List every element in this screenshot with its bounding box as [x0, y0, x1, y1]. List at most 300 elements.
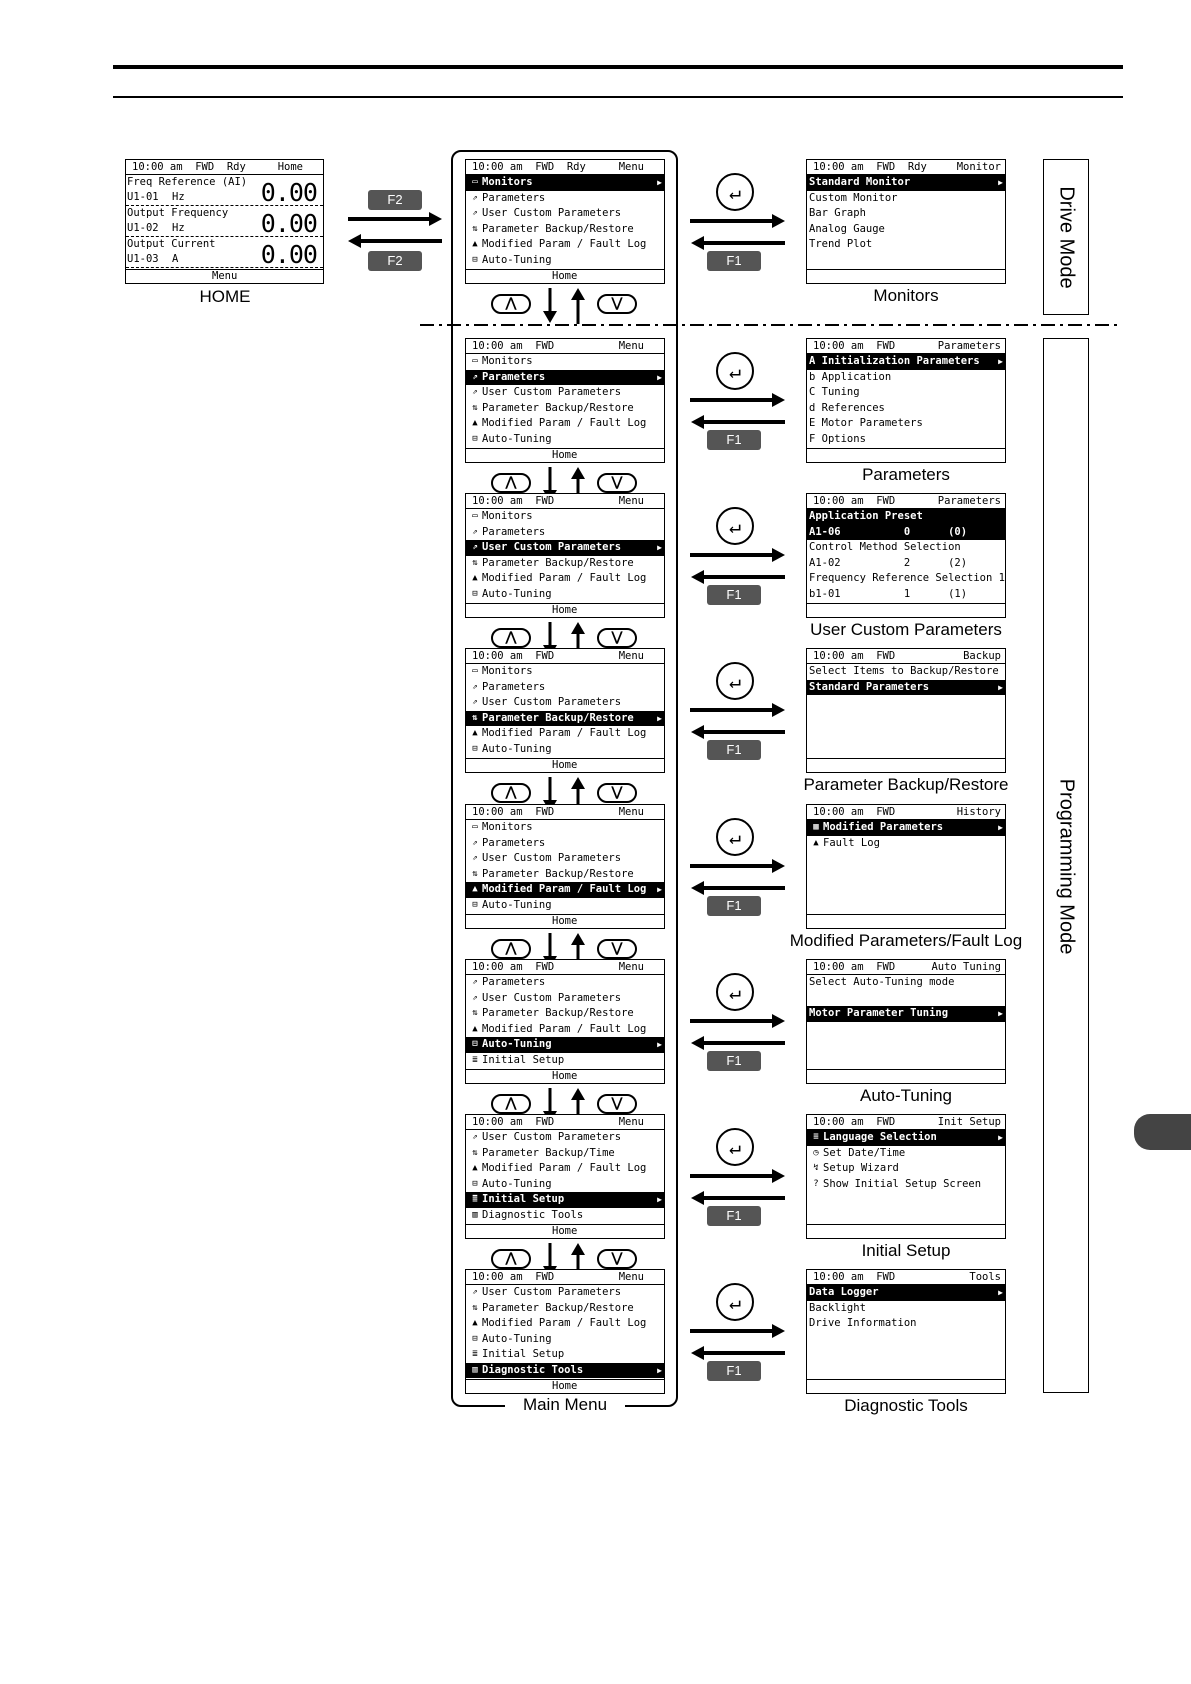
monitor-icon: ▭	[472, 666, 478, 676]
diagnostic-icon: ▥	[472, 1364, 478, 1375]
submenu-screen	[806, 648, 1006, 773]
menu-item-label: Parameter Backup/Restore	[482, 222, 634, 235]
home-softkey[interactable]: Home	[552, 1380, 578, 1392]
submenu-item[interactable]	[807, 206, 1005, 222]
submenu-item[interactable]	[807, 222, 1005, 238]
menu-item[interactable]	[466, 1006, 664, 1022]
menu-item[interactable]	[466, 253, 664, 269]
status-time: 10:00 am	[472, 1115, 523, 1128]
submenu-item-label: Standard Monitor	[809, 176, 911, 188]
down-button[interactable]: ⋁	[597, 294, 637, 314]
submenu-item-label: Application Preset	[809, 510, 923, 522]
submenu-status-bar	[807, 339, 1005, 354]
menu-item[interactable]	[466, 1332, 664, 1348]
warning-icon: ▲	[472, 1163, 478, 1173]
home-softkey[interactable]: Home	[552, 759, 578, 771]
submenu-item-label: d References	[809, 401, 885, 414]
menu-item[interactable]	[466, 175, 664, 191]
submenu-item[interactable]	[807, 1161, 1005, 1177]
menu-item-label: User Custom Parameters	[482, 1131, 622, 1143]
home-softkey[interactable]: Home	[552, 270, 578, 282]
menu-item-label: Auto-Tuning	[482, 253, 552, 266]
menu-item-label: User Custom Parameters	[482, 207, 622, 219]
menu-item[interactable]	[466, 867, 664, 883]
submenu-item[interactable]	[807, 191, 1005, 207]
submenu-title: Init Setup	[937, 1115, 1001, 1128]
submenu-status: FWD	[876, 1270, 896, 1283]
menu-status: FWD Rdy	[535, 160, 586, 173]
up-button[interactable]: ⋀	[491, 628, 531, 648]
menu-item-label: Auto-Tuning	[482, 742, 552, 755]
diagnostic-icon: ▥	[472, 1209, 478, 1220]
back-softkey[interactable]	[823, 1238, 848, 1239]
back-softkey[interactable]	[823, 462, 848, 463]
up-button[interactable]: ⋀	[491, 1094, 531, 1114]
submenu-screen	[806, 804, 1006, 929]
submenu-icon: ▦	[813, 822, 819, 832]
menu-item[interactable]	[466, 571, 664, 587]
enter-button[interactable]: ↵	[716, 662, 754, 700]
submenu-item-label: Motor Parameter Tuning	[809, 1007, 949, 1019]
menu-item[interactable]	[466, 1177, 664, 1193]
enter-button[interactable]: ↵	[716, 507, 754, 545]
submenu-caption: Initial Setup	[861, 1241, 951, 1260]
backup-icon: ⇅	[472, 1008, 478, 1018]
menu-item[interactable]	[466, 898, 664, 914]
menu-item-label: Modified Param / Fault Log	[482, 572, 647, 584]
caret-right-icon: ▶	[998, 682, 1003, 692]
warning-icon: ▲	[472, 884, 478, 894]
enter-button[interactable]: ↵	[716, 818, 754, 856]
menu-status-bar	[466, 649, 664, 664]
submenu-item[interactable]	[807, 525, 1005, 541]
setup-icon: ≣	[472, 1054, 478, 1065]
submenu-item[interactable]	[807, 571, 1005, 587]
warning-icon: ▲	[472, 1318, 478, 1328]
menu-item[interactable]	[466, 191, 664, 207]
submenu-item-label: Language Selection	[823, 1131, 937, 1143]
monitor-value: 0.00	[260, 178, 317, 207]
menu-item-label: User Custom Parameters	[482, 541, 622, 553]
autotune-icon: ⊟	[472, 588, 478, 599]
warning-icon: ▲	[472, 418, 478, 428]
submenu-item[interactable]	[807, 1006, 1005, 1022]
submenu-item-label: E Motor Parameters	[809, 417, 923, 429]
submenu-footer	[807, 1069, 1005, 1083]
menu-item[interactable]	[466, 1146, 664, 1162]
submenu-title: Auto Tuning	[931, 960, 1001, 973]
submenu-item-label: Select Auto-Tuning mode	[809, 976, 955, 988]
menu-item[interactable]	[466, 1301, 664, 1317]
setup-icon: ≣	[472, 1349, 478, 1359]
navigation-arrows	[688, 1166, 788, 1206]
menu-footer	[466, 269, 664, 283]
menu-item[interactable]	[466, 836, 664, 852]
submenu-item[interactable]	[807, 991, 1005, 1007]
caret-right-icon: ▶	[998, 1009, 1003, 1018]
menu-item-label: Modified Param / Fault Log	[482, 1162, 647, 1174]
f1-button[interactable]: F1	[707, 896, 761, 916]
submenu-title: Backup	[963, 649, 1001, 662]
f1-button[interactable]: F1	[707, 1206, 761, 1226]
submenu-item[interactable]	[807, 587, 1005, 603]
menu-item[interactable]	[466, 206, 664, 222]
menu-item[interactable]	[466, 1208, 664, 1224]
submenu-status: FWD Rdy	[876, 160, 927, 173]
submenu-item[interactable]	[807, 540, 1005, 556]
down-button[interactable]: ⋁	[597, 939, 637, 959]
scroll-arrows	[538, 286, 588, 326]
backup-icon: ⇅	[472, 223, 478, 234]
submenu-item[interactable]	[807, 370, 1005, 386]
down-button[interactable]: ⋁	[597, 628, 637, 648]
caret-right-icon: ▶	[657, 372, 662, 382]
menu-item[interactable]	[466, 1053, 664, 1069]
f1-button[interactable]: F1	[707, 740, 761, 760]
submenu-title: Parameters	[937, 494, 1001, 507]
menu-item[interactable]	[466, 1037, 664, 1053]
menu-status: FWD	[535, 649, 555, 662]
menu-item-label: Modified Param / Fault Log	[482, 727, 647, 739]
menu-item[interactable]	[466, 882, 664, 898]
submenu-item-label: Standard Parameters	[809, 680, 930, 693]
submenu-item[interactable]	[807, 509, 1005, 525]
submenu-caption: User Custom Parameters	[810, 620, 1002, 639]
main-menu-screen	[465, 1269, 665, 1394]
submenu-footer	[807, 603, 1005, 617]
menu-item[interactable]	[466, 354, 664, 370]
submenu-item[interactable]	[807, 556, 1005, 572]
caret-right-icon: ▶	[657, 713, 662, 723]
submenu-item[interactable]	[807, 1177, 1005, 1193]
submenu-item-label: Data Logger	[809, 1286, 879, 1298]
menu-item[interactable]	[466, 991, 664, 1007]
submenu-item-label: Modified Parameters	[823, 821, 944, 833]
menu-item-label: Parameters	[482, 680, 546, 693]
menu-item-label: Parameter Backup/Time	[482, 1146, 615, 1159]
user-params-icon: ⇗	[472, 853, 478, 863]
submenu-screen	[806, 959, 1006, 1084]
monitor-value: 0.00	[260, 209, 317, 238]
menu-item[interactable]	[466, 1316, 664, 1332]
down-button[interactable]: ⋁	[597, 1094, 637, 1114]
menu-softkey[interactable]: Menu	[212, 270, 238, 282]
menu-item-label: Initial Setup	[482, 1053, 565, 1066]
submenu-footer	[807, 914, 1005, 928]
monitor-code: U1-02	[127, 222, 159, 234]
home-softkey[interactable]: Home	[552, 915, 578, 927]
parameters-icon: ⇗	[472, 526, 478, 537]
submenu-status-bar	[807, 494, 1005, 509]
up-button[interactable]: ⋀	[491, 1249, 531, 1269]
autotune-icon: ⊟	[472, 1333, 478, 1344]
navigation-arrows	[688, 1321, 788, 1361]
caret-right-icon: ▶	[657, 1195, 662, 1204]
menu-item-label: Parameter Backup/Restore	[482, 1301, 634, 1314]
caret-right-icon: ▶	[998, 1133, 1003, 1142]
submenu-item[interactable]	[807, 237, 1005, 253]
menu-item-label: Diagnostic Tools	[482, 1208, 584, 1221]
down-button[interactable]: ⋁	[597, 1249, 637, 1269]
home-status: FWD Rdy	[195, 160, 246, 173]
menu-item[interactable]	[466, 664, 664, 680]
menu-item[interactable]	[466, 587, 664, 603]
submenu-item[interactable]	[807, 680, 1005, 696]
submenu-item[interactable]	[807, 354, 1005, 370]
status-time: 10:00 am	[813, 1270, 864, 1283]
submenu-item-label: b1-01 1 (1)	[809, 587, 968, 600]
submenu-item-label: Frequency Reference Selection 1	[809, 572, 1005, 584]
submenu-caption: Modified Parameters/Fault Log	[789, 931, 1023, 950]
status-time: 10:00 am	[813, 960, 864, 973]
monitor-name: Output Frequency	[127, 207, 229, 219]
submenu-item[interactable]	[807, 1301, 1005, 1317]
menu-item[interactable]	[466, 432, 664, 448]
submenu-item[interactable]	[807, 820, 1005, 836]
submenu-icon: ◷	[813, 1147, 819, 1158]
menu-item-label: Initial Setup	[482, 1193, 565, 1205]
submenu-footer	[807, 758, 1005, 772]
menu-item[interactable]	[466, 1022, 664, 1038]
menu-footer	[466, 448, 664, 462]
menu-title: Menu	[618, 339, 644, 352]
status-time: 10:00 am	[813, 160, 864, 173]
submenu-item[interactable]	[807, 401, 1005, 417]
menu-item[interactable]	[466, 540, 664, 556]
warning-icon: ▲	[472, 239, 478, 249]
menu-footer	[466, 1224, 664, 1238]
menu-item[interactable]	[466, 556, 664, 572]
enter-button[interactable]: ↵	[716, 973, 754, 1011]
up-button[interactable]: ⋀	[491, 939, 531, 959]
menu-item[interactable]	[466, 1161, 664, 1177]
submenu-title: Tools	[969, 1270, 1001, 1283]
menu-item-label: Monitors	[482, 355, 533, 367]
menu-item-label: User Custom Parameters	[482, 991, 622, 1004]
menu-status: FWD	[535, 960, 555, 973]
submenu-caption: Parameter Backup/Restore	[803, 775, 1009, 794]
user-params-icon: ⇗	[472, 992, 478, 1003]
back-softkey[interactable]	[823, 772, 848, 773]
caret-right-icon: ▶	[657, 885, 662, 894]
up-button[interactable]: ⋀	[491, 294, 531, 314]
navigation-arrows	[688, 211, 788, 251]
monitor-icon: ▭	[472, 511, 478, 521]
autotune-icon: ⊟	[472, 1178, 478, 1189]
backup-icon: ⇅	[472, 557, 478, 568]
down-button[interactable]: ⋁	[597, 473, 637, 493]
f2-button[interactable]: F2	[368, 251, 422, 271]
parameters-icon: ⇗	[472, 681, 478, 692]
f1-button[interactable]: F1	[707, 1361, 761, 1381]
submenu-item[interactable]	[807, 385, 1005, 401]
home-menu-arrows	[345, 205, 445, 250]
submenu-icon: ?	[813, 1178, 819, 1189]
submenu-status: FWD	[876, 805, 896, 818]
enter-button[interactable]: ↵	[716, 352, 754, 390]
user-params-icon: ⇗	[472, 542, 478, 552]
header-rule	[113, 96, 1123, 98]
menu-item-label: Modified Param / Fault Log	[482, 883, 647, 895]
submenu-item-label: Fault Log	[823, 836, 880, 849]
autotune-icon: ⊟	[472, 899, 478, 910]
f1-button[interactable]: F1	[707, 251, 761, 271]
f1-button[interactable]: F1	[707, 430, 761, 450]
home-softkey[interactable]: Home	[552, 1070, 578, 1082]
menu-status-bar	[466, 1115, 664, 1130]
menu-item[interactable]	[466, 1192, 664, 1208]
submenu-item-label: Backlight	[809, 1301, 866, 1314]
caret-right-icon: ▶	[998, 357, 1003, 366]
f1-button[interactable]: F1	[707, 585, 761, 605]
enter-button[interactable]: ↵	[716, 173, 754, 211]
status-time: 10:00 am	[813, 649, 864, 662]
warning-icon: ▲	[472, 728, 478, 738]
submenu-item[interactable]	[807, 975, 1005, 991]
menu-item-label: User Custom Parameters	[482, 696, 622, 708]
back-softkey[interactable]	[823, 1393, 848, 1394]
menu-item[interactable]	[466, 820, 664, 836]
menu-item[interactable]	[466, 726, 664, 742]
submenu-status: FWD	[876, 1115, 896, 1128]
menu-item[interactable]	[466, 975, 664, 991]
f1-button[interactable]: F1	[707, 1051, 761, 1071]
submenu-item[interactable]	[807, 416, 1005, 432]
submenu-item-label: Custom Monitor	[809, 191, 898, 204]
submenu-item[interactable]	[807, 175, 1005, 191]
f2-button[interactable]: F2	[368, 190, 422, 210]
caret-right-icon: ▶	[657, 178, 662, 187]
submenu-footer	[807, 1224, 1005, 1238]
menu-item[interactable]	[466, 695, 664, 711]
caret-right-icon: ▶	[998, 823, 1003, 832]
submenu-item-label: A1-06 0 (0)	[809, 525, 968, 538]
menu-item[interactable]	[466, 370, 664, 386]
menu-item[interactable]	[466, 711, 664, 727]
monitor-icon: ▭	[472, 356, 478, 366]
navigation-arrows	[688, 1011, 788, 1051]
submenu-item-label: Drive Information	[809, 1317, 917, 1329]
user-params-icon: ⇗	[472, 387, 478, 397]
submenu-item[interactable]	[807, 1285, 1005, 1301]
enter-button[interactable]: ↵	[716, 1128, 754, 1166]
submenu-item-label: Select Items to Backup/Restore	[809, 665, 999, 677]
menu-item[interactable]	[466, 416, 664, 432]
menu-item[interactable]	[466, 385, 664, 401]
menu-item[interactable]	[466, 851, 664, 867]
menu-item-label: Auto-Tuning	[482, 1332, 552, 1345]
menu-title: Menu	[618, 649, 644, 662]
home-screen	[125, 159, 324, 284]
menu-item[interactable]	[466, 1285, 664, 1301]
menu-item-label: Modified Param / Fault Log	[482, 417, 647, 429]
home-softkey[interactable]: Home	[552, 449, 578, 461]
menu-item-label: User Custom Parameters	[482, 386, 622, 398]
back-softkey[interactable]	[823, 617, 848, 618]
status-time: 10:00 am	[132, 160, 183, 173]
down-button[interactable]: ⋁	[597, 783, 637, 803]
submenu-item[interactable]	[807, 836, 1005, 852]
submenu-item[interactable]	[807, 664, 1005, 680]
menu-item[interactable]	[466, 509, 664, 525]
up-button[interactable]: ⋀	[491, 783, 531, 803]
home-softkey[interactable]: Home	[552, 1225, 578, 1237]
main-menu-caption: Main Menu	[505, 1395, 625, 1415]
menu-item[interactable]	[466, 525, 664, 541]
back-softkey[interactable]	[823, 928, 848, 929]
submenu-title: History	[956, 805, 1001, 818]
submenu-status-bar	[807, 805, 1005, 820]
status-time: 10:00 am	[813, 339, 864, 352]
home-softkey[interactable]: Home	[552, 604, 578, 616]
back-softkey[interactable]	[823, 283, 848, 284]
menu-item-label: Modified Param / Fault Log	[482, 238, 647, 250]
navigation-arrows	[688, 700, 788, 740]
navigation-arrows	[688, 545, 788, 585]
menu-title: Menu	[618, 1270, 644, 1283]
menu-item-label: Parameters	[482, 370, 546, 383]
up-button[interactable]: ⋀	[491, 473, 531, 493]
home-title: Home	[277, 160, 303, 173]
user-params-icon: ⇗	[472, 208, 478, 218]
submenu-caption: Diagnostic Tools	[844, 1396, 968, 1415]
menu-item[interactable]	[466, 237, 664, 253]
menu-item-label: Parameters	[482, 525, 546, 538]
status-time: 10:00 am	[472, 805, 523, 818]
submenu-status: FWD	[876, 494, 896, 507]
menu-item[interactable]	[466, 1130, 664, 1146]
submenu-item-label: A1-02 2 (2)	[809, 556, 968, 569]
navigation-arrows	[688, 390, 788, 430]
menu-item[interactable]	[466, 680, 664, 696]
menu-item[interactable]	[466, 401, 664, 417]
submenu-item[interactable]	[807, 1130, 1005, 1146]
monitor-unit: Hz	[172, 191, 185, 203]
menu-footer	[466, 1379, 664, 1393]
menu-footer	[466, 603, 664, 617]
submenu-caption: Parameters	[862, 465, 950, 484]
submenu-screen	[806, 1114, 1006, 1239]
menu-item[interactable]	[466, 1363, 664, 1379]
menu-item-label: Parameters	[482, 976, 546, 988]
submenu-caption: Monitors	[873, 286, 939, 305]
back-softkey[interactable]	[823, 1083, 848, 1084]
menu-item-label: Monitors	[482, 665, 533, 677]
autotune-icon: ⊟	[472, 433, 478, 444]
submenu-item[interactable]	[807, 1316, 1005, 1332]
status-time: 10:00 am	[472, 494, 523, 507]
menu-item[interactable]	[466, 1347, 664, 1363]
menu-title: Menu	[618, 1115, 644, 1128]
monitor-value: 0.00	[260, 240, 317, 269]
submenu-item-label: C Tuning	[809, 386, 860, 398]
submenu-item[interactable]	[807, 432, 1005, 448]
monitor-code: U1-01	[127, 191, 159, 203]
status-time: 10:00 am	[472, 160, 523, 173]
menu-item-label: Parameter Backup/Restore	[482, 867, 634, 880]
main-menu-screen	[465, 959, 665, 1084]
menu-item[interactable]	[466, 742, 664, 758]
status-time: 10:00 am	[472, 1270, 523, 1283]
home-monitor-row	[126, 206, 323, 237]
enter-button[interactable]: ↵	[716, 1283, 754, 1321]
menu-item[interactable]	[466, 222, 664, 238]
submenu-status-bar	[807, 649, 1005, 664]
submenu-item[interactable]	[807, 1146, 1005, 1162]
menu-status-bar	[466, 494, 664, 509]
menu-item-label: Auto-Tuning	[482, 432, 552, 445]
menu-title: Menu	[618, 805, 644, 818]
